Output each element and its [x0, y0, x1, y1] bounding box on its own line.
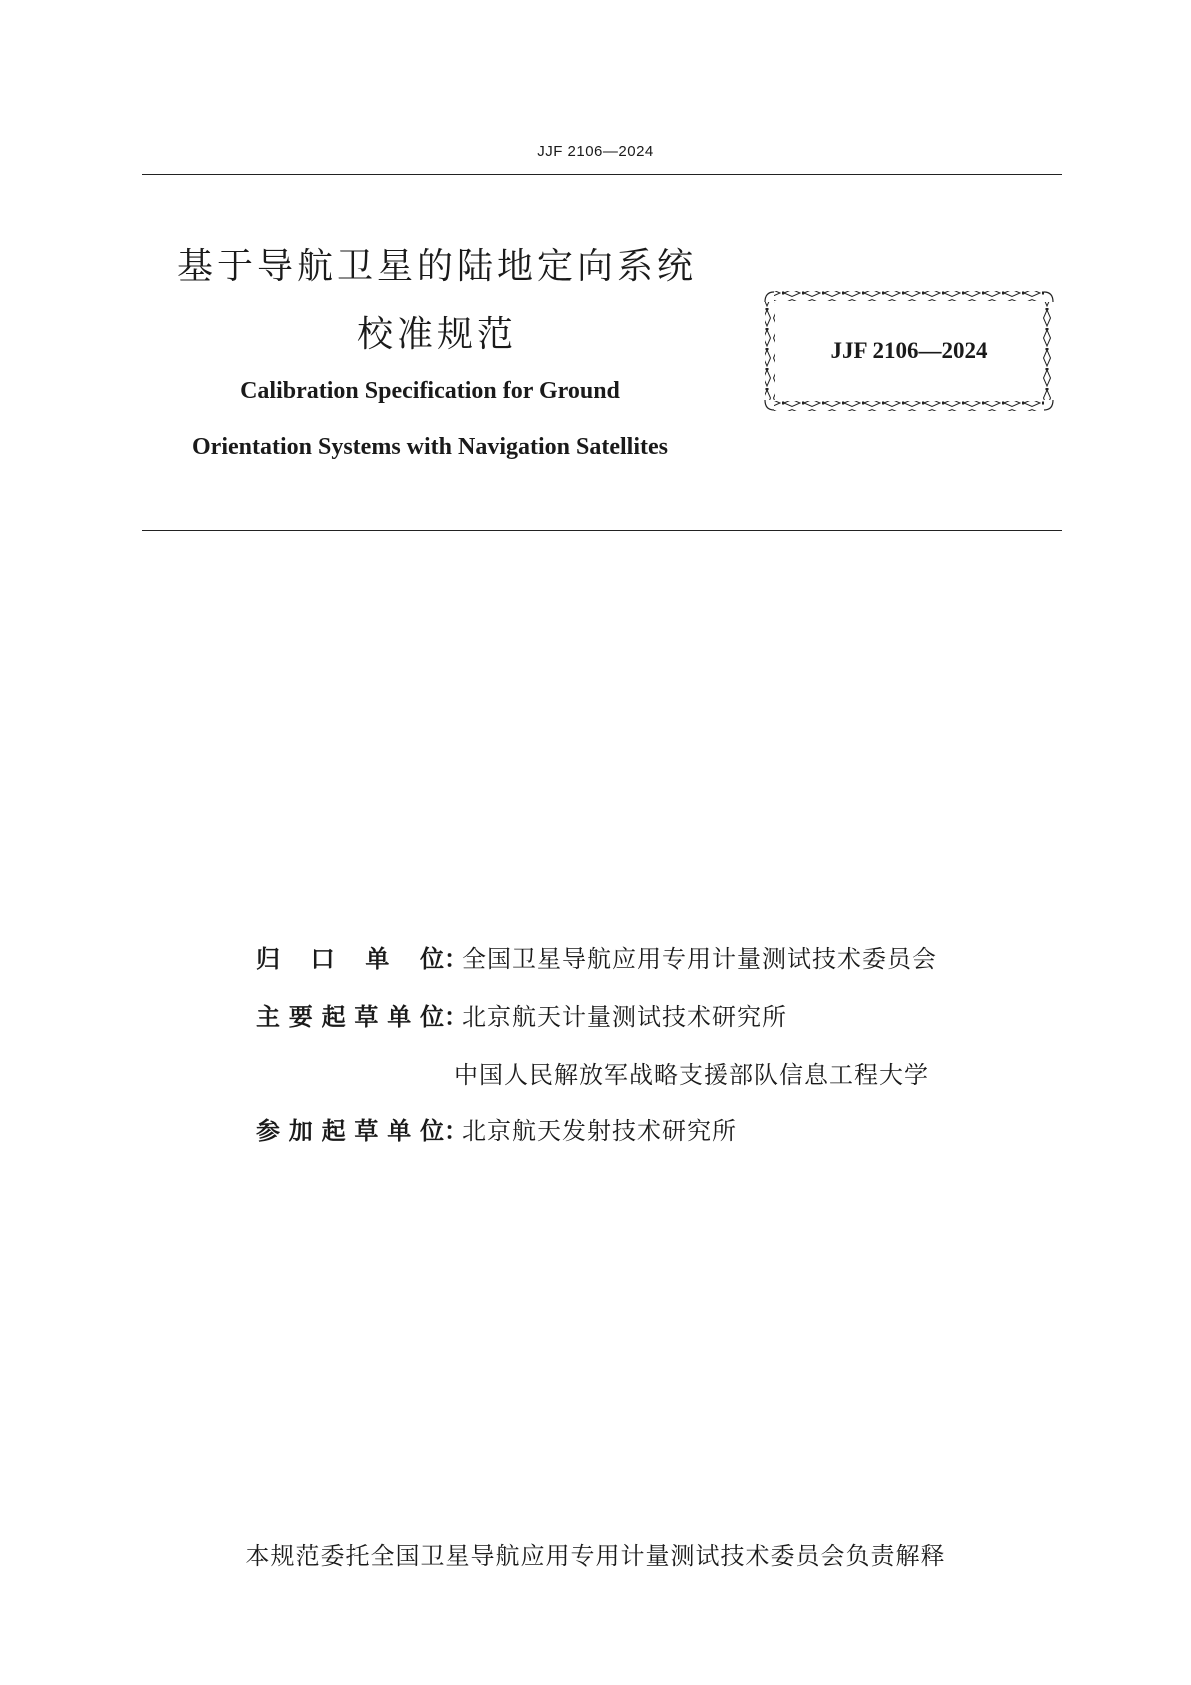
- title-bottom-rule: [142, 530, 1062, 531]
- title-chinese-line1: 基于导航卫星的陆地定向系统: [176, 246, 697, 287]
- colon: ：: [444, 944, 468, 973]
- standard-code-box: [762, 288, 1056, 414]
- main-drafting-unit-row: [256, 996, 787, 1032]
- responsible-unit-value: 全国卫星导航应用专用计量测试技术委员会: [462, 944, 937, 973]
- standard-code: JJF 2106—2024: [830, 338, 988, 363]
- title-english-line1: Calibration Specification for Ground: [240, 378, 620, 404]
- participating-unit-value: 北京航天发射技术研究所: [462, 1116, 737, 1145]
- main-drafting-unit-value-1: 北京航天计量测试技术研究所: [462, 1002, 787, 1031]
- title-english-line2: Orientation Systems with Navigation Satellites: [192, 434, 668, 460]
- interpretation-note: 本规范委托全国卫星导航应用专用计量测试技术委员会负责解释: [245, 1542, 946, 1570]
- main-drafting-unit-label: 主要起草单位: [256, 1002, 444, 1031]
- colon: ：: [444, 1002, 468, 1031]
- responsible-unit-row: [256, 938, 937, 974]
- colon: ：: [444, 1116, 468, 1145]
- participating-unit-label: 参加起草单位: [256, 1116, 444, 1145]
- responsible-unit-label: 归口单位: [256, 944, 444, 973]
- header-standard-code: JJF 2106—2024: [537, 143, 654, 160]
- main-drafting-unit-value-2: 中国人民解放军战略支援部队信息工程大学: [454, 1060, 929, 1089]
- participating-unit-row: [256, 1110, 737, 1146]
- header-rule: [142, 174, 1062, 175]
- title-chinese-line2: 校准规范: [356, 314, 517, 355]
